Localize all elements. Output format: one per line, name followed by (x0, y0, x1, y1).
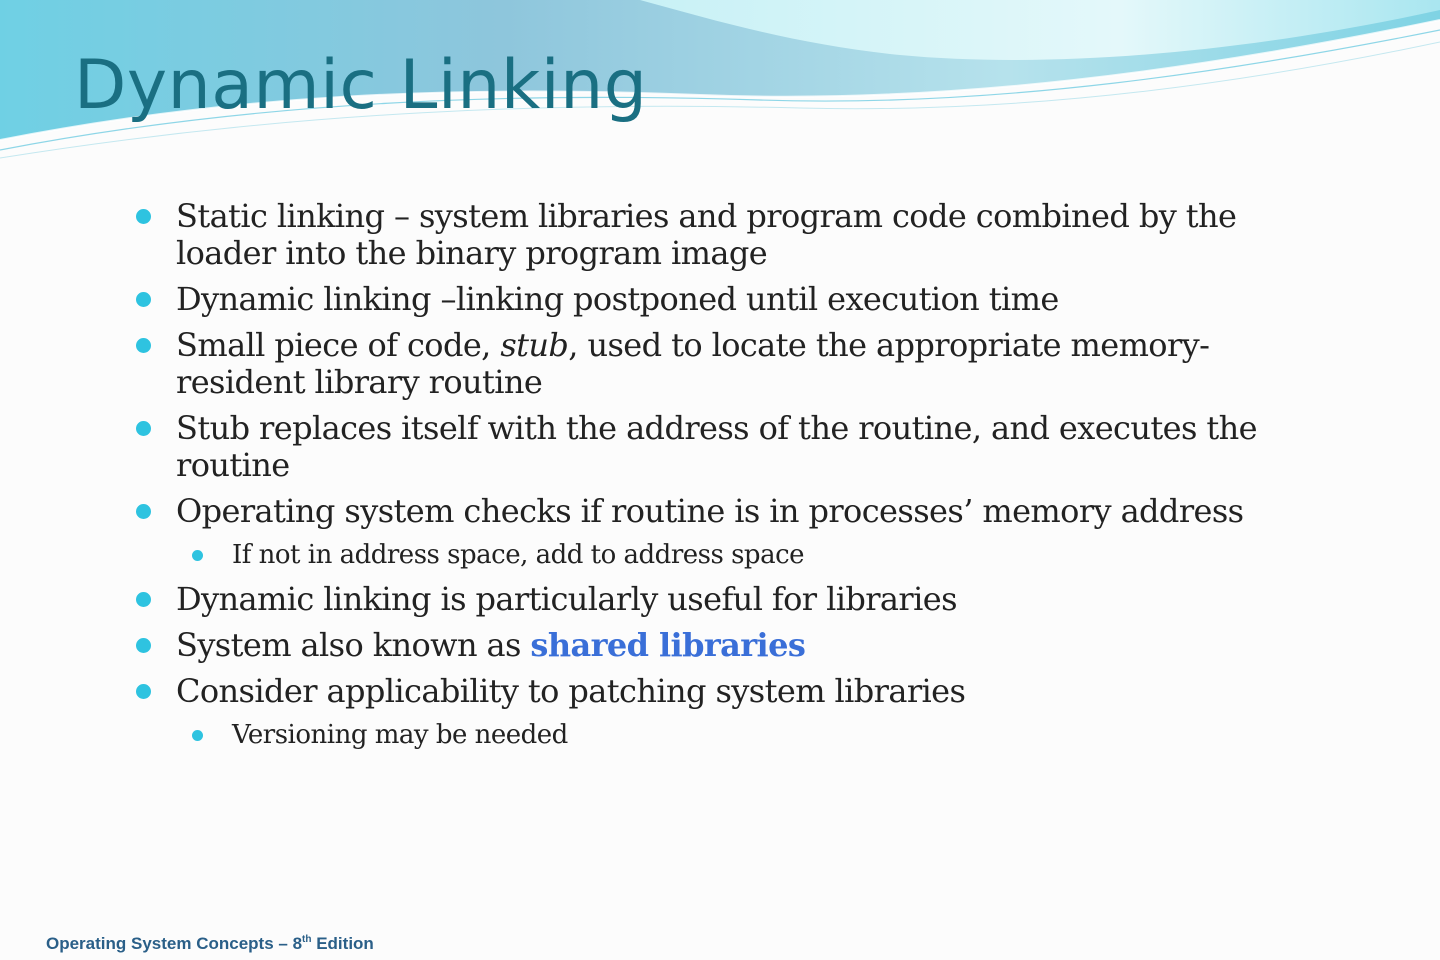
footer-text: Operating System Concepts – 8 (46, 934, 303, 953)
highlighted-term: shared libraries (530, 626, 806, 664)
bullet-text: Operating system checks if routine is in processes’ memory address (176, 492, 1244, 530)
bullet-dot-icon (136, 209, 151, 224)
bullet-text: Stub replaces itself with the address of the routine, and executes the routine (176, 409, 1257, 484)
sub-bullet-item (134, 539, 1334, 571)
bullet-dot-icon (136, 684, 151, 699)
bullet-dot-icon (136, 592, 151, 607)
sub-bullet-item (134, 719, 1334, 751)
bullet-dot-icon (136, 292, 151, 307)
sub-bullet-dot-icon (192, 730, 203, 741)
bullet-dot-icon (136, 504, 151, 519)
bullet-dot-icon (136, 421, 151, 436)
bullet-item (134, 198, 1334, 272)
slide-title: Dynamic Linking (74, 46, 648, 125)
bullet-text-part: Small piece of code, (176, 326, 501, 364)
bullet-text: Static linking – system libraries and program code combined by the loader into the binary program image (176, 197, 1237, 272)
bullet-text: Dynamic linking –linking postponed until execution time (176, 280, 1059, 318)
bullet-item (134, 327, 1334, 401)
bullet-item (134, 281, 1334, 318)
bullet-text-italic-term: stub (500, 326, 569, 364)
footer-superscript: th (302, 934, 312, 945)
bullet-text-part: System also known as (176, 626, 531, 664)
bullet-item (134, 627, 1334, 664)
bullet-list (134, 198, 1334, 761)
bullet-item (134, 581, 1334, 618)
bullet-text-part: , used to locate the appropriate memory-resident library routine (176, 326, 1210, 401)
bullet-item (134, 673, 1334, 710)
bullet-text: Dynamic linking is particularly useful for libraries (176, 580, 957, 618)
bullet-item (134, 493, 1334, 530)
footer-text-end: Edition (311, 934, 374, 953)
sub-bullet-dot-icon (192, 550, 203, 561)
bullet-dot-icon (136, 638, 151, 653)
sub-bullet-text: If not in address space, add to address space (232, 540, 805, 570)
bullet-item (134, 410, 1334, 484)
bullet-text: Consider applicability to patching system libraries (176, 672, 966, 710)
sub-bullet-text: Versioning may be needed (232, 720, 568, 750)
footer-caption (46, 934, 374, 954)
bullet-dot-icon (136, 338, 151, 353)
